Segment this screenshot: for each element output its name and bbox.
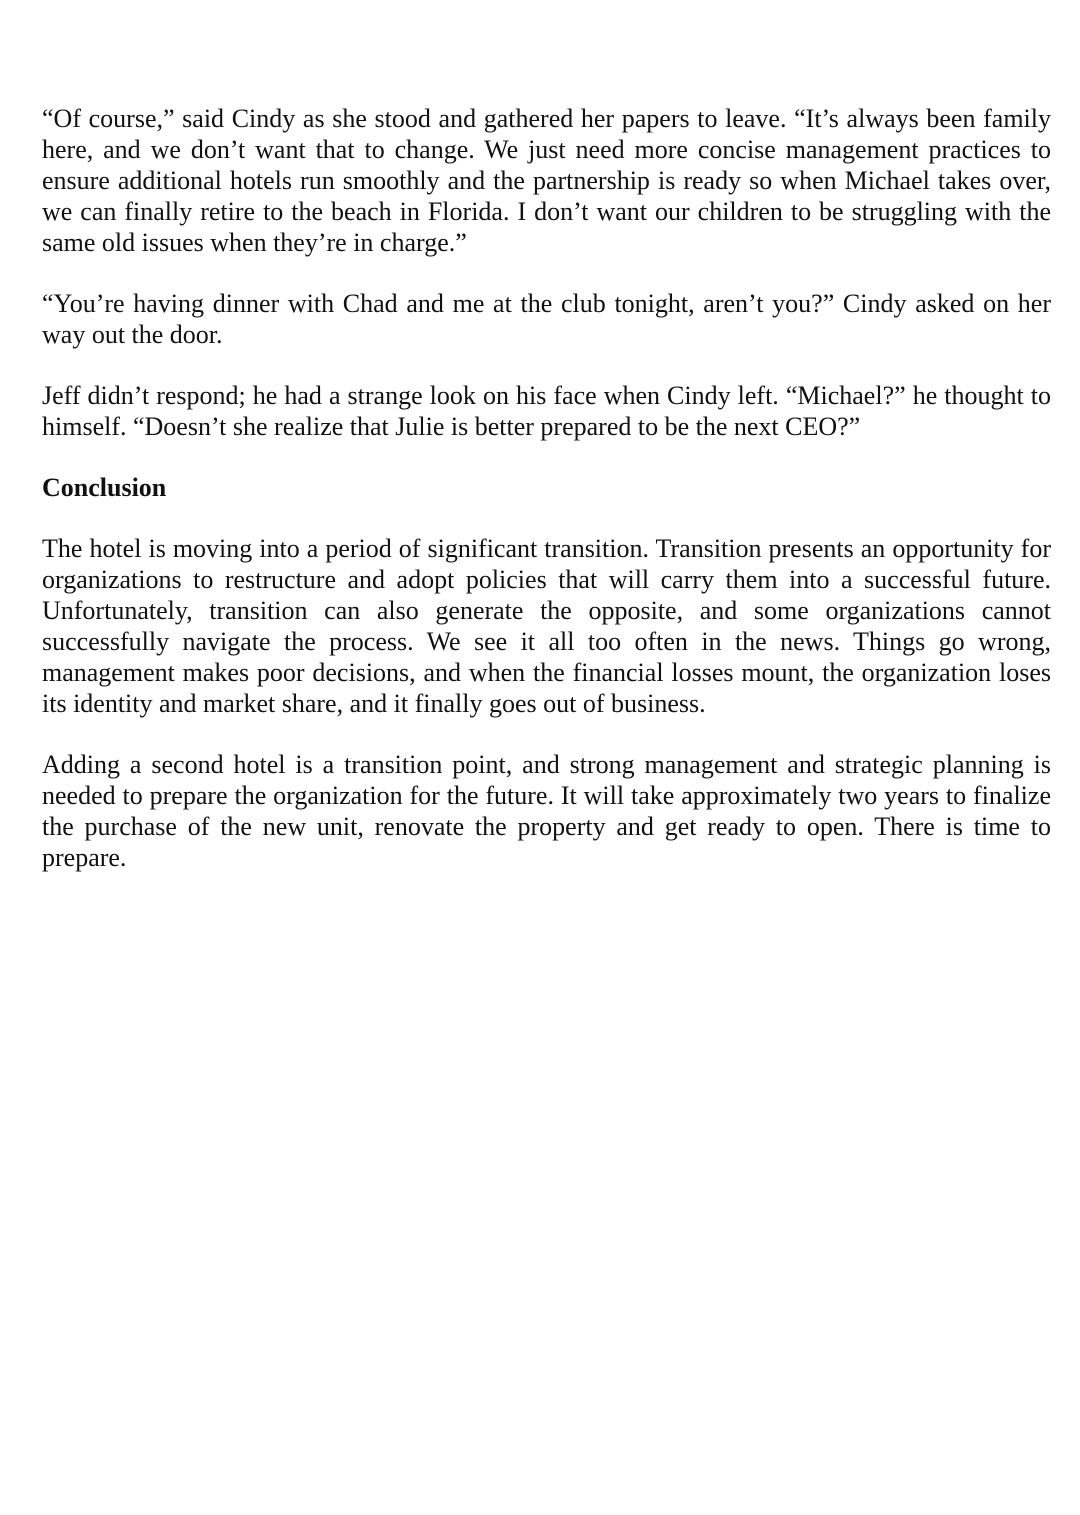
section-heading-conclusion: Conclusion [42, 473, 167, 502]
paragraph-jeff-response: Jeff didn’t respond; he had a strange look on his face when Cindy left. “Michael?” he thought to himself. “Doesn’t she realize that Julie is better prepared to be the next CEO?” [42, 381, 1051, 441]
document-page [42, 103, 1051, 903]
paragraph-second-hotel: Adding a second hotel is a transition point, and strong management and strategic planning is needed to prepare the organization for the future. It will take approximately two years to finalize the purchase of the new unit, renovate the property and get ready to open. There is time to prepare. [42, 750, 1051, 872]
paragraph-transition: The hotel is moving into a period of significant transition. Transition presents an opportunity for organizations to restructure and adopt policies that will carry them into a successful future. Unfortunately, transition can also generate the opposite, and some organizations cannot successfully navigate the process. We see it all too often in the news. Things go wrong, management makes poor decisions, and when the financial losses mount, the organization loses its identity and market share, and it finally goes out of business. [42, 534, 1051, 718]
paragraph-cindy-family: “Of course,” said Cindy as she stood and gathered her papers to leave. “It’s always been family here, and we don’t want that to change. We just need more concise management practices to ensure additional hotels run smoothly and the partnership is ready so when Michael takes over, we can finally retire to the beach in Florida. I don’t want our children to be struggling with the same old issues when they’re in charge.” [42, 104, 1051, 257]
paragraph-dinner-invite: “You’re having dinner with Chad and me at the club tonight, aren’t you?” Cindy asked on her way out the door. [42, 289, 1051, 349]
